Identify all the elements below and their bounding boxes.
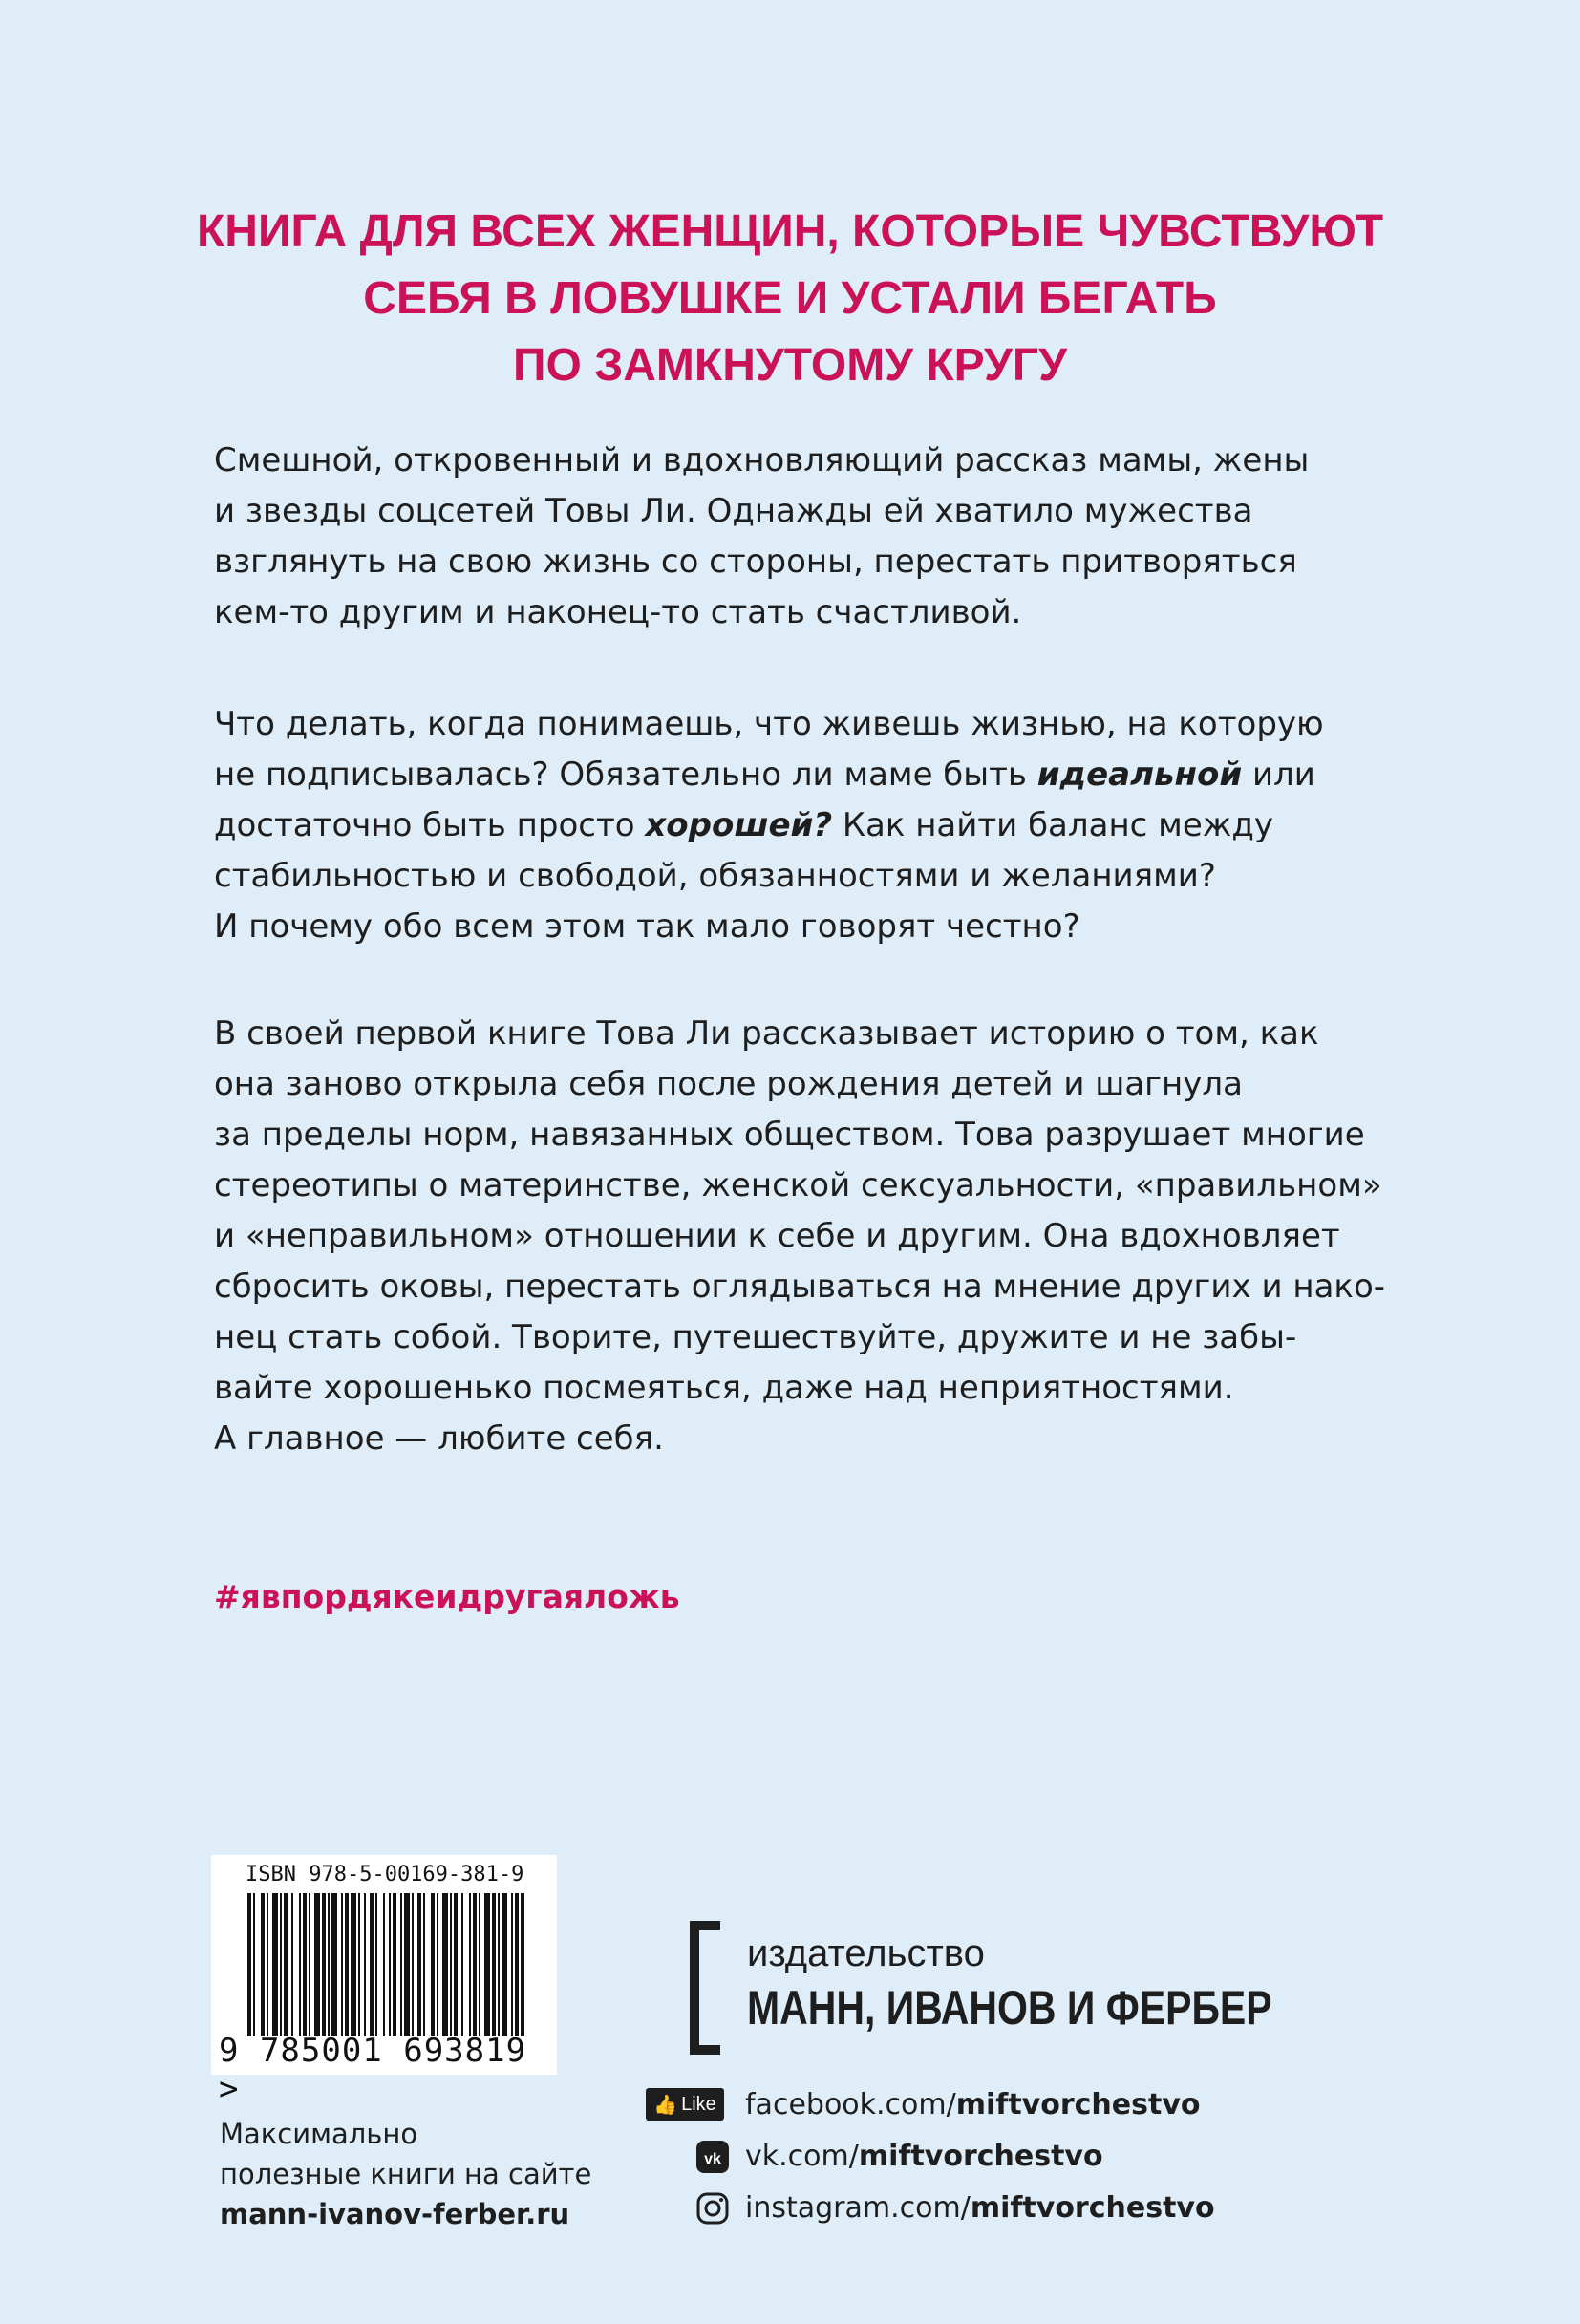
svg-text:vk: vk (704, 2151, 721, 2167)
barcode-bar (492, 1893, 496, 2036)
barcode-bar (389, 1893, 391, 2036)
barcode-bars (247, 1893, 524, 2036)
barcode-bar (412, 1893, 414, 2036)
website-link[interactable]: mann-ivanov-ferber.ru (220, 2198, 570, 2230)
instagram-prefix: instagram.com/ (745, 2191, 971, 2225)
isbn-label: ISBN 978-5-00169-381-9 (246, 1863, 524, 1887)
ean-digits: 9 785001 693819 > (219, 2032, 527, 2108)
barcode-bar (247, 1893, 251, 2036)
barcode-bar (417, 1893, 421, 2036)
text-line (214, 800, 1389, 851)
instagram-link[interactable] (745, 2191, 1215, 2225)
barcode-bar (272, 1893, 278, 2036)
instagram-handle: miftvorchestvo (970, 2191, 1215, 2225)
text-line: стабильностью и свободой, обязанностями и желаниями? (214, 857, 1216, 895)
barcode-bar (351, 1893, 356, 2036)
barcode-bar (322, 1893, 326, 2036)
vk-prefix: vk.com/ (745, 2140, 859, 2173)
barcode-bar (267, 1893, 268, 2036)
text-line: и «неправильном» отношении к себе и другим. Она вдохновляет (214, 1217, 1340, 1255)
description-paragraph (214, 1009, 1389, 1464)
barcode-bar (314, 1893, 320, 2036)
emphasis-ideal: идеальной (1036, 756, 1243, 794)
barcode-bar (521, 1893, 524, 2036)
text-line (214, 750, 1389, 800)
barcode-bar (393, 1893, 396, 2036)
headline-line: КНИГА ДЛЯ ВСЕХ ЖЕНЩИН, КОТОРЫЕ ЧУВСТВУЮТ (196, 206, 1384, 257)
barcode-bar (331, 1893, 337, 2036)
barcode-bar (261, 1893, 265, 2036)
questions-paragraph (214, 699, 1389, 952)
barcode-bar (484, 1893, 490, 2036)
barcode-bar (284, 1893, 288, 2036)
vk-link[interactable] (745, 2140, 1103, 2173)
barcode-bar (375, 1893, 377, 2036)
facebook-prefix: facebook.com/ (745, 2088, 956, 2121)
facebook-handle: miftvorchestvo (955, 2088, 1201, 2121)
text-line: вайте хорошенько посмеяться, даже над неприятностями. (214, 1369, 1234, 1407)
text-line: сбросить оковы, перестать оглядываться на мнение других и нако- (214, 1268, 1386, 1306)
facebook-link[interactable] (745, 2088, 1201, 2121)
barcode-bar (502, 1893, 507, 2036)
text-line: В своей первой книге Това Ли рассказывает историю о том, как (214, 1014, 1319, 1053)
barcode-bar (511, 1893, 513, 2036)
barcode-bar (364, 1893, 366, 2036)
tagline-line: Максимально (220, 2118, 418, 2150)
barcode-bar (280, 1893, 282, 2036)
barcode-bar (473, 1893, 477, 2036)
text-fragment: Как найти баланс между (832, 806, 1273, 844)
barcode-bar (479, 1893, 480, 2036)
barcode-bar (328, 1893, 330, 2036)
barcode-bar (431, 1893, 435, 2036)
barcode-bar (437, 1893, 438, 2036)
publisher-label: издательство (747, 1932, 985, 1974)
facebook-like-icon (646, 2088, 724, 2121)
barcode-bar (450, 1893, 452, 2036)
vk-handle: miftvorchestvo (858, 2140, 1103, 2173)
intro-paragraph (214, 436, 1389, 638)
barcode-bar (454, 1893, 458, 2036)
vk-icon (695, 2140, 730, 2174)
text-fragment: не подписывалась? Обязательно ли маме быть (214, 756, 1037, 794)
barcode-bar (253, 1893, 255, 2036)
barcode-bar (370, 1893, 374, 2036)
text-fragment: достаточно быть просто (214, 806, 646, 844)
like-badge-label: Like (681, 2093, 716, 2115)
text-line: И почему обо всем этом так мало говорят честно? (214, 907, 1080, 946)
barcode-bar (341, 1893, 343, 2036)
text-fragment: или (1242, 756, 1315, 794)
barcode-bar (442, 1893, 448, 2036)
headline-line: ПО ЗАМКНУТОМУ КРУГУ (513, 340, 1067, 391)
bracket-foot (690, 2045, 720, 2055)
isbn-barcode (211, 1855, 557, 2108)
text-line: А главное — любите себя. (214, 1419, 664, 1458)
instagram-icon (695, 2191, 730, 2226)
website-tagline (220, 2114, 591, 2234)
barcode-bar (345, 1893, 349, 2036)
barcode-bar (291, 1893, 293, 2036)
text-line: Что делать, когда понимаешь, что живешь жизнью, на которую (214, 705, 1324, 743)
headline-line: СЕБЯ В ЛОВУШКЕ И УСТАЛИ БЕГАТЬ (363, 273, 1217, 324)
text-line: она заново открыла себя после рождения детей и шагнула (214, 1065, 1243, 1103)
barcode-bar (423, 1893, 425, 2036)
text-line: за пределы норм, навязанных обществом. Това разрушает многие (214, 1116, 1365, 1154)
tagline-line: полезные книги на сайте (220, 2158, 592, 2190)
text-line: нец стать собой. Творите, путешествуйте, дружите и не забы- (214, 1318, 1297, 1356)
text-line: и звезды соцсетей Товы Ли. Однажды ей хватило мужества (214, 492, 1253, 530)
barcode-bar (498, 1893, 500, 2036)
barcode-bar (309, 1893, 310, 2036)
barcode-bar (299, 1893, 301, 2036)
hashtag: #явпордякеидругаяложь (214, 1578, 680, 1615)
bracket-icon (690, 1921, 720, 2055)
barcode-bar (303, 1893, 307, 2036)
publisher-name: МАНН, ИВАНОВ И ФЕРБЕР (747, 1981, 1272, 2035)
text-line: кем-то другим и наконец-то стать счастливой. (214, 593, 1022, 631)
barcode-bar (404, 1893, 410, 2036)
barcode-bar (461, 1893, 463, 2036)
emphasis-good: хорошей? (645, 806, 833, 844)
thumbs-up-icon: 👍 (653, 2094, 678, 2116)
barcode-bar (400, 1893, 402, 2036)
barcode-bar (469, 1893, 471, 2036)
text-line: взглянуть на свою жизнь со стороны, перестать притворяться (214, 543, 1297, 581)
barcode-bar (358, 1893, 360, 2036)
barcode-bar (383, 1893, 385, 2036)
text-line: стереотипы о материнстве, женской сексуальности, «правильном» (214, 1166, 1382, 1205)
text-line: Смешной, откровенный и вдохновляющий рассказ мамы, жены (214, 441, 1310, 480)
barcode-bar (515, 1893, 519, 2036)
headline (0, 199, 1580, 399)
